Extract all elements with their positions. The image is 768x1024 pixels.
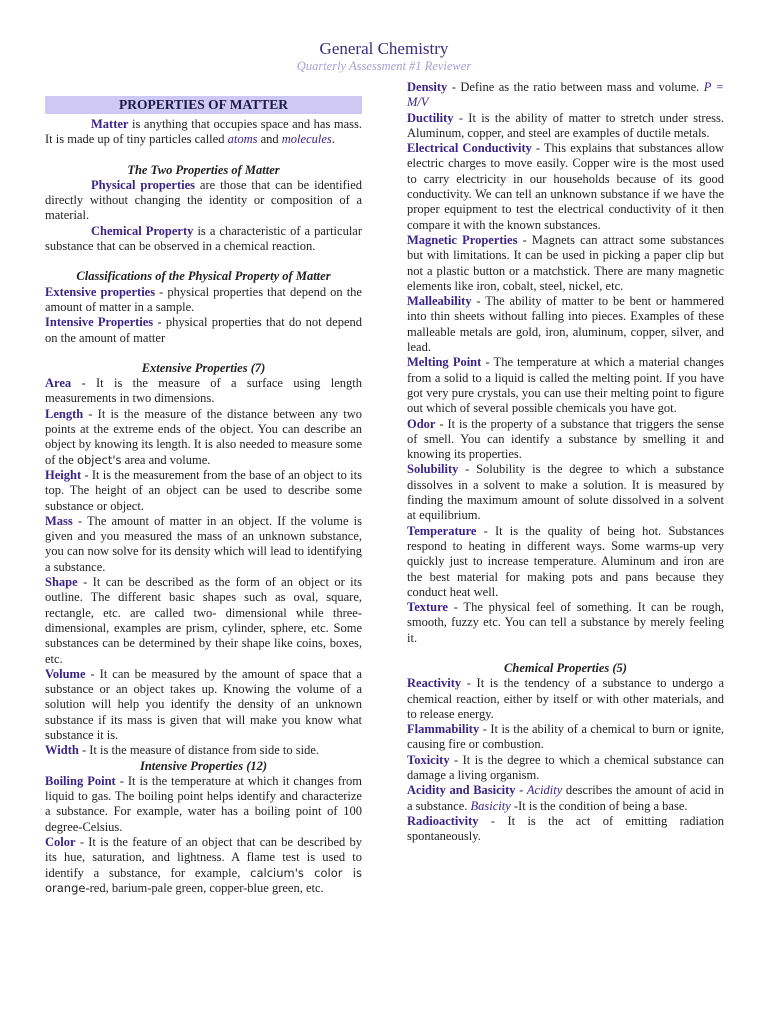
volume-entry <box>45 667 362 743</box>
term-label: Melting Point <box>407 355 482 370</box>
electrical-conductivity-entry <box>407 141 724 233</box>
toxicity-entry <box>407 753 724 784</box>
length-entry <box>45 407 362 468</box>
right-column <box>407 80 724 845</box>
body-text: - It can be described as the form of an object or its outline. The different basic shapes such as oval, square, rectangle, etc. are called two- dimensional while three-dimensional, examples are prism, cylinder, sphere, etc. Some substances can be determined by their shape like coins, boxes, etc. <box>45 575 362 666</box>
matter-definition <box>45 117 362 148</box>
temperature-entry <box>407 524 724 600</box>
term-label: Mass <box>45 513 73 528</box>
term-label: Volume <box>45 666 86 681</box>
term-label: Physical properties <box>91 177 195 192</box>
density-entry <box>407 80 724 111</box>
term-label: Toxicity <box>407 752 450 767</box>
radioactivity-entry <box>407 814 724 845</box>
term-label: Color <box>45 835 76 850</box>
term-label: Malleability <box>407 294 472 309</box>
body-text: - Define as the ratio between mass and volume. <box>447 80 704 94</box>
ductility-entry <box>407 111 724 142</box>
term-label: Reactivity <box>407 676 462 691</box>
document-subtitle: Quarterly Assessment #1 Reviewer <box>296 59 472 73</box>
body-text: - It is the act of emitting radiation spontaneously. <box>407 813 724 844</box>
term-label: Extensive properties <box>45 284 156 299</box>
intensive-properties-definition <box>45 315 362 346</box>
melting-point-entry <box>407 355 724 416</box>
term-label: Solubility <box>407 462 459 477</box>
body-text: - It can be measured by the amount of space that a substance or an object takes up. Knowing the volume of a solution will help you identify the density of an unknown substance if its mass is given that will make you know what substance it is. <box>45 666 362 742</box>
section-heading: Intensive Properties (12) <box>139 758 268 773</box>
body-text: - It is the temperature at which it changes from liquid to gas. The boiling point helps identify and characterize a substance. For example, water has a boiling point of 100 degree-Celsius. <box>45 773 362 834</box>
flammability-entry <box>407 722 724 753</box>
spacer <box>45 254 362 269</box>
solubility-entry <box>407 462 724 523</box>
physical-properties-definition <box>45 178 362 224</box>
body-text: - It is the ability of matter to stretch under stress. Aluminum, copper, and steel are examples of ductile metals. <box>407 110 724 140</box>
document-title: General Chemistry <box>319 39 449 58</box>
body-text: - It is the degree to which a chemical substance can damage a living organism. <box>407 752 724 783</box>
area-entry <box>45 376 362 407</box>
magnetic-properties-entry <box>407 233 724 294</box>
height-entry <box>45 468 362 514</box>
term-label: Chemical Property <box>91 223 194 238</box>
term-label: Ductility <box>407 110 454 125</box>
term-label: Density <box>407 80 448 94</box>
emphasis-text: Acidity <box>526 783 563 798</box>
term-label: Width <box>45 743 79 758</box>
extensive-properties-definition <box>45 285 362 316</box>
body-text: - It is the quality of being hot. Substances respond to heating in different ways. Some warms-up very quickly just to increase temperature. Aluminum and iron are the best material for making pots and pans because they conduct heat well. <box>407 523 724 599</box>
acidity-basicity-entry <box>407 783 724 814</box>
body-text: - It is the measurement from the base of an object to its top. The height of an object can be used to describe some substance or object. <box>45 467 362 513</box>
section-heading: Classifications of the Physical Property of Matter <box>76 269 331 284</box>
left-column <box>45 96 362 896</box>
term-label: Radioactivity <box>407 813 479 828</box>
term-label: Texture <box>407 600 448 615</box>
term-label: Acidity and Basicity - <box>407 783 527 798</box>
boiling-point-entry <box>45 774 362 835</box>
body-text: calcium's color is orange <box>45 865 362 895</box>
body-text: - This explains that substances allow electric charges to move easily. Copper wire is the most used to carry electricity in our households because of its good conductivity. We can tell an unknown substance if we have the proper equipment to test the electrical conductivity of it then compare it with the known substances. <box>407 141 724 232</box>
term-label: Shape <box>45 575 78 590</box>
odor-entry <box>407 417 724 463</box>
term-label: Electrical Conductivity <box>407 141 532 156</box>
body-text: is anything that occupies space and has mass. It is made up of tiny particles called <box>45 117 362 147</box>
body-text: - Magnets can attract some substances but with limitations. It can be used in picking a paper clip but not a plastic button or a matchstick. There are many magnetic elements like iron, cobalt, steel, nickel, etc. <box>407 232 724 293</box>
emphasis-text: molecules <box>281 132 332 147</box>
term-label: Flammability <box>407 722 480 737</box>
body-text: - It is the tendency of a substance to undergo a chemical reaction, either by itself or with other materials, and to release energy. <box>407 676 724 721</box>
section-heading: Extensive Properties (7) <box>141 360 266 375</box>
term-label: Intensive Properties <box>45 315 154 330</box>
body-text: - physical properties that depend on the amount of matter in a sample. <box>45 284 362 314</box>
body-text: area and volume. <box>121 452 211 467</box>
body-text: -It is the condition of being a base. <box>510 798 688 813</box>
body-text: - It is the feature of an object that can be described by its hue, saturation, and lightness. A flame test is used to identify a substance, for example, <box>45 835 362 880</box>
color-entry <box>45 835 362 896</box>
body-text: . <box>331 132 335 147</box>
emphasis-text: atoms <box>227 132 258 147</box>
term-label: Boiling Point <box>45 773 116 788</box>
body-text: -red, barium-pale green, copper-blue green, etc. <box>85 880 324 895</box>
texture-entry <box>407 600 724 646</box>
body-text: - It is the measure of distance from side to side. <box>78 743 320 758</box>
body-text: - physical properties that do not depend on the amount of matter <box>45 315 362 345</box>
term-label: Length <box>45 406 84 421</box>
body-text: - The temperature at which a material changes from a solid to a liquid is called the melting point. If you have got very pure crystals, you can use their melting point to figure out which of several possible chemicals you have got. <box>407 355 724 416</box>
term-label: Matter <box>91 117 129 131</box>
spacer <box>45 148 362 163</box>
section-banner: PROPERTIES OF MATTER <box>45 96 362 114</box>
term-label: Area <box>45 376 72 391</box>
spacer <box>45 346 362 361</box>
term-label: Magnetic Properties <box>407 232 518 247</box>
body-text: describes the amount of acid in a substance. <box>407 783 725 813</box>
body-text: are those that can be identified directly without changing the identity or composition of a material. <box>45 177 362 223</box>
body-text: - The amount of matter in an object. If the volume is given and you measured the mass of an unknown substance, you can now solve for its density which will lead to identifying a substance. <box>45 513 362 574</box>
body-text: object's <box>76 452 122 467</box>
section-heading: The Two Properties of Matter <box>127 162 280 177</box>
reactivity-entry <box>407 676 724 722</box>
chemical-property-definition <box>45 224 362 255</box>
spacer <box>407 646 724 661</box>
body-text: and <box>257 132 282 147</box>
body-text: - Solubility is the degree to which a substance dissolves in a solvent to make a solution. It is measured by finding the maximum amount of solute dissolved in a solvent at equilibrium. <box>407 462 724 523</box>
body-text: - It is the measure of the distance between any two points at the extreme ends of the object. You can describe an object by knowing its length. It is also needed to measure some of the <box>45 406 362 467</box>
term-label: Odor <box>407 416 436 431</box>
emphasis-text: Basicity <box>470 798 511 813</box>
shape-entry <box>45 575 362 667</box>
mass-entry <box>45 514 362 575</box>
emphasis-text: P = M/V <box>407 80 724 110</box>
body-text: - The ability of matter to be bent or hammered into thin sheets without falling into pieces. Examples of these malleable metals are gold, iron, aluminum, copper, silver, and lead. <box>407 294 724 355</box>
term-label: Temperature <box>407 523 477 538</box>
body-text: - The physical feel of something. It can be rough, smooth, fuzzy etc. You can tell a substance by merely feeling it. <box>407 600 724 645</box>
body-text: is a characteristic of a particular substance that can be observed in a chemical reaction. <box>45 223 363 254</box>
malleability-entry <box>407 294 724 355</box>
body-text: - It is the measure of a surface using length measurements in two dimensions. <box>45 376 362 406</box>
width-entry <box>45 743 362 758</box>
body-text: - It is the ability of a chemical to burn or ignite, causing fire or combustion. <box>407 722 724 752</box>
term-label: Height <box>45 467 82 482</box>
section-heading: Chemical Properties (5) <box>504 660 627 675</box>
body-text: - It is the property of a substance that triggers the sense of smell. You can identify a substance by smelling it and knowing its properties. <box>407 416 724 462</box>
